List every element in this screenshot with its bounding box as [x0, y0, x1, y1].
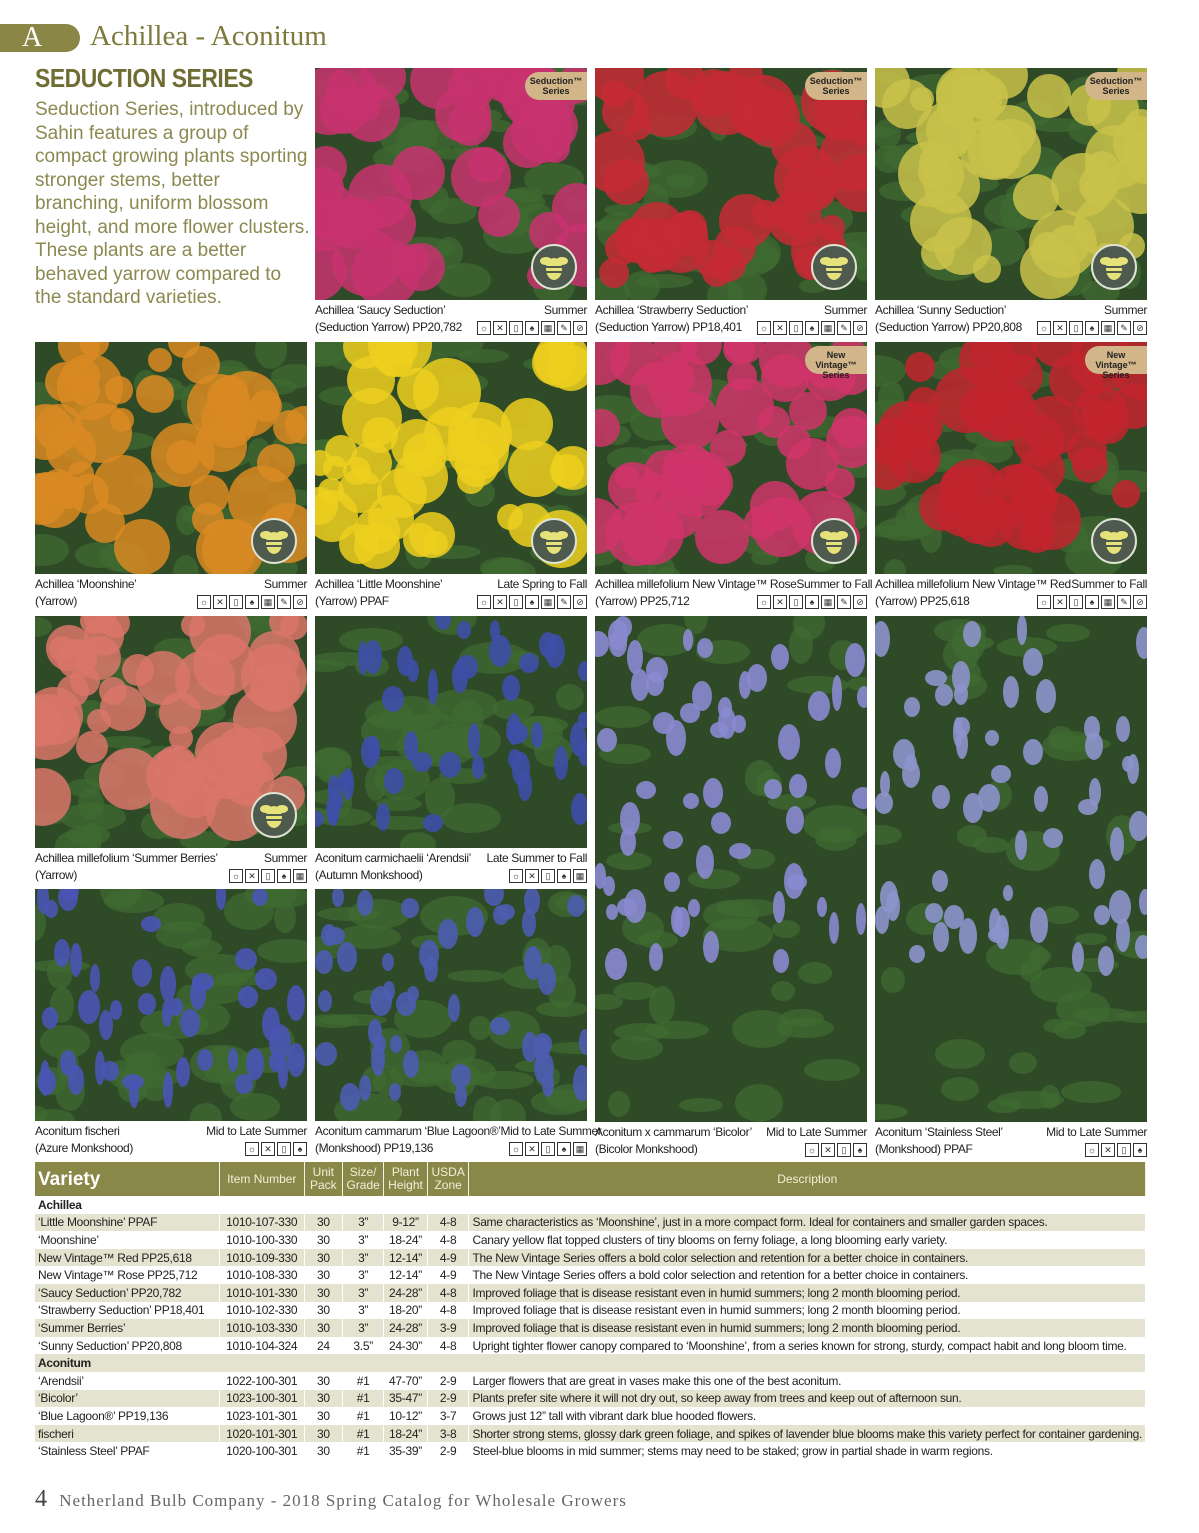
table-cell: 47-70” [384, 1372, 428, 1390]
table-row [35, 1407, 1146, 1425]
table-cell: 30 [304, 1442, 343, 1460]
pollinator-bee-icon [251, 792, 297, 838]
page-number: 4 [35, 1486, 48, 1512]
table-cell: Grows just 12” tall with vibrant dark blue hooded flowers. [469, 1407, 1146, 1425]
table-cell: ‘Arendsii’ [35, 1372, 219, 1390]
plant-common-name: (Yarrow) [35, 868, 77, 882]
attribute-icons [757, 319, 867, 336]
table-cell: #1 [343, 1425, 384, 1443]
plant-attribute-icon: ▯ [541, 869, 555, 883]
plant-attribute-icon: ▦ [573, 1142, 587, 1156]
table-group-row [35, 1354, 1146, 1372]
table-cell: 3” [343, 1266, 384, 1284]
plant-common-name: (Yarrow) PPAF [315, 594, 389, 608]
plant-common-name: (Monkshood) PP19,136 [315, 1141, 434, 1155]
plant-attribute-icon: ⊘ [1133, 595, 1147, 609]
table-cell: ‘Blue Lagoon®’ PP19,136 [35, 1407, 219, 1425]
plant-attribute-icon: ♠ [1085, 595, 1099, 609]
plant-caption [595, 302, 867, 336]
pollinator-bee-icon [251, 518, 297, 564]
bloom-season: Summer to Fall [796, 577, 873, 591]
footer-text: Netherland Bulb Company - 2018 Spring Catalog for Wholesale Growers [59, 1491, 627, 1510]
table-cell: ‘Sunny Seduction’ PP20,808 [35, 1337, 219, 1355]
table-row [35, 1372, 1146, 1390]
plant-photo [595, 616, 867, 1122]
table-cell: Upright tighter flower canopy compared to ‘Moonshine’, from a series known for strong, sturdy, compact habit and long bloom time. [469, 1337, 1146, 1355]
table-cell: 10-12” [384, 1407, 428, 1425]
plant-name: Aconitum cammarum ‘Blue Lagoon®’ [315, 1124, 501, 1138]
pollinator-bee-icon [1091, 244, 1137, 290]
table-cell: 24 [304, 1337, 343, 1355]
plant-attribute-icon: ▦ [821, 595, 835, 609]
table-cell: 4-8 [427, 1231, 469, 1249]
plant-attribute-icon: ⊘ [1133, 321, 1147, 335]
table-cell: The New Vintage Series offers a bold color selection and retention for a better choice in containers. [469, 1266, 1146, 1284]
table-cell: 1010-101-330 [219, 1284, 304, 1302]
plant-attribute-icon: ▯ [229, 595, 243, 609]
table-cell: Improved foliage that is disease resistant even in humid summers; long 2 month blooming period. [469, 1302, 1146, 1320]
plant-attribute-icon: ▯ [261, 869, 275, 883]
plant-attribute-icon: ⊘ [573, 321, 587, 335]
table-cell: 9-12” [384, 1214, 428, 1232]
section-letter: A [22, 22, 43, 53]
plant-common-name: (Yarrow) PP25,712 [595, 594, 690, 608]
table-header-row [35, 1162, 1146, 1196]
plant-attribute-icon: ☼ [477, 321, 491, 335]
table-cell: 30 [304, 1231, 343, 1249]
pollinator-bee-icon [531, 244, 577, 290]
plant-attribute-icon: ♠ [853, 1143, 867, 1157]
plant-caption [315, 1123, 602, 1157]
table-cell: 18-24” [384, 1425, 428, 1443]
table-cell: 3” [343, 1284, 384, 1302]
plant-attribute-icon: ▦ [573, 869, 587, 883]
plant-common-name: (Yarrow) PP25,618 [875, 594, 970, 608]
table-cell: 1010-104-324 [219, 1337, 304, 1355]
plant-attribute-icon: ☼ [757, 321, 771, 335]
table-cell: 3-9 [427, 1319, 469, 1337]
plant-name: Achillea millefolium ‘Summer Berries’ [35, 851, 218, 865]
table-cell: ‘Little Moonshine’ PPAF [35, 1214, 219, 1232]
attribute-icons [1085, 1141, 1147, 1158]
group-label: Aconitum [35, 1354, 1146, 1372]
attribute-icons [1037, 593, 1147, 610]
plant-attribute-icon: ☼ [509, 1142, 523, 1156]
plant-photo [875, 342, 1147, 574]
table-cell: 12-14” [384, 1249, 428, 1267]
plant-attribute-icon: ♠ [525, 321, 539, 335]
table-cell: 3” [343, 1249, 384, 1267]
table-cell: 30 [304, 1425, 343, 1443]
plant-attribute-icon: ✕ [773, 595, 787, 609]
bloom-season: Mid to Late Summer [766, 1125, 867, 1139]
plant-attribute-icon: ⊘ [573, 595, 587, 609]
plant-photo [875, 616, 1147, 1122]
footer [35, 1486, 627, 1513]
plant-caption [595, 1124, 867, 1158]
table-cell: 2-9 [427, 1442, 469, 1460]
plant-attribute-icon: ▯ [1117, 1143, 1131, 1157]
table-cell: 3” [343, 1231, 384, 1249]
plant-attribute-icon: ♠ [1133, 1143, 1147, 1157]
table-group-row [35, 1196, 1146, 1214]
plant-attribute-icon: ♠ [1085, 321, 1099, 335]
table-cell: Larger flowers that are great in vases make this one of the best aconitum. [469, 1372, 1146, 1390]
table-row [35, 1231, 1146, 1249]
table-cell: 3” [343, 1319, 384, 1337]
col-item-number: Item Number [219, 1162, 304, 1196]
plant-attribute-icon: ☼ [509, 869, 523, 883]
plant-photo [315, 616, 587, 848]
table-cell: 35-39” [384, 1442, 428, 1460]
pollinator-bee-icon [531, 518, 577, 564]
plant-name: Achillea ‘Sunny Seduction’ [875, 303, 1007, 317]
plant-name: Achillea ‘Saucy Seduction’ [315, 303, 446, 317]
table-cell: 1010-108-330 [219, 1266, 304, 1284]
col-variety: Variety [35, 1162, 219, 1196]
table-cell: 1022-100-301 [219, 1372, 304, 1390]
plant-photo [875, 68, 1147, 300]
table-cell: 30 [304, 1372, 343, 1390]
series-badge: New Vintage™ Series [1085, 346, 1147, 374]
table-cell: Steel-blue blooms in mid summer; stems may need to be staked; grow in partial shade in warm regions. [469, 1442, 1146, 1460]
pollinator-bee-icon [811, 244, 857, 290]
table-cell: 4-9 [427, 1266, 469, 1284]
attribute-icons [197, 593, 307, 610]
plant-attribute-icon: ▯ [541, 1142, 555, 1156]
attribute-icons [477, 593, 587, 610]
plant-caption [315, 850, 587, 884]
bloom-season: Summer [824, 303, 867, 317]
plant-attribute-icon: ☼ [245, 1142, 259, 1156]
plant-attribute-icon: ☼ [1037, 595, 1051, 609]
plant-attribute-icon: ▦ [541, 321, 555, 335]
plant-attribute-icon: ✕ [525, 869, 539, 883]
plant-photo [315, 342, 587, 574]
intro-text: Seduction Series, introduced by Sahin features a group of compact growing plants sporting stronger stems, better branching, uniform blossom height, and more flower clusters. These plants are a better behaved yarrow compared to the standard varieties. [35, 99, 310, 308]
table-cell: The New Vintage Series offers a bold color selection and retention for a better choice in containers. [469, 1249, 1146, 1267]
table-cell: 2-9 [427, 1372, 469, 1390]
table-cell: 3-7 [427, 1407, 469, 1425]
table-cell: fischeri [35, 1425, 219, 1443]
table-cell: 3” [343, 1214, 384, 1232]
plant-name: Achillea ‘Strawberry Seduction’ [595, 303, 749, 317]
attribute-icons [229, 867, 307, 884]
table-cell: Plants prefer site where it will not dry out, so keep away from trees and keep out of afternoon sun. [469, 1390, 1146, 1408]
plant-common-name: (Monkshood) PPAF [875, 1142, 973, 1156]
plant-attribute-icon: ✕ [773, 321, 787, 335]
page-title: Achillea - Aconitum [90, 20, 327, 52]
plant-common-name: (Bicolor Monkshood) [595, 1142, 698, 1156]
plant-name: Achillea millefolium New Vintage™ Red [875, 577, 1071, 591]
attribute-icons [509, 1140, 587, 1157]
bloom-season: Mid to Late Summer [500, 1124, 602, 1138]
plant-common-name: (Seduction Yarrow) PP20,808 [875, 320, 1022, 334]
bloom-season: Late Spring to Fall [497, 577, 587, 591]
plant-attribute-icon: ✎ [557, 321, 571, 335]
bloom-season: Summer to Fall [1071, 577, 1147, 591]
plant-attribute-icon: ▯ [789, 595, 803, 609]
plant-photo [315, 68, 587, 300]
plant-photo [35, 342, 307, 574]
col-description: Description [469, 1162, 1146, 1196]
table-row [35, 1302, 1146, 1320]
plant-caption [315, 302, 587, 336]
plant-attribute-icon: ✕ [493, 595, 507, 609]
table-cell: ‘Strawberry Seduction’ PP18,401 [35, 1302, 219, 1320]
table-cell: 35-47” [384, 1390, 428, 1408]
plant-photo [595, 342, 867, 574]
table-row [35, 1319, 1146, 1337]
table-cell: 12-14” [384, 1266, 428, 1284]
bloom-season: Late Summer to Fall [486, 851, 587, 865]
table-cell: 4-8 [427, 1337, 469, 1355]
plant-common-name: (Seduction Yarrow) PP18,401 [595, 320, 742, 334]
table-cell: 30 [304, 1249, 343, 1267]
plant-attribute-icon: ⊘ [293, 595, 307, 609]
plant-attribute-icon: ♠ [557, 1142, 571, 1156]
plant-attribute-icon: ✕ [1053, 595, 1067, 609]
plant-attribute-icon: ▯ [1069, 321, 1083, 335]
table-cell: 1023-100-301 [219, 1390, 304, 1408]
col-size-grade: Size/ Grade [343, 1162, 384, 1196]
table-row [35, 1337, 1146, 1355]
plant-common-name: (Autumn Monkshood) [315, 868, 423, 882]
table-cell: #1 [343, 1390, 384, 1408]
pollinator-bee-icon [1091, 518, 1137, 564]
table-cell: 1020-101-301 [219, 1425, 304, 1443]
table-cell: 4-8 [427, 1214, 469, 1232]
plant-attribute-icon: ▯ [509, 321, 523, 335]
plant-caption [875, 576, 1147, 610]
plant-caption [35, 1123, 307, 1157]
table-row [35, 1390, 1146, 1408]
plant-attribute-icon: ♠ [805, 321, 819, 335]
plant-common-name: (Seduction Yarrow) PP20,782 [315, 320, 462, 334]
bloom-season: Summer [544, 303, 587, 317]
plant-attribute-icon: ▦ [1101, 321, 1115, 335]
table-cell: 1010-100-330 [219, 1231, 304, 1249]
plant-attribute-icon: ▯ [1069, 595, 1083, 609]
attribute-icons [1037, 319, 1147, 336]
table-cell: 30 [304, 1284, 343, 1302]
group-label: Achillea [35, 1196, 1146, 1214]
plant-name: Achillea ‘Moonshine’ [35, 577, 137, 591]
bloom-season: Mid to Late Summer [206, 1124, 307, 1138]
table-cell: 1010-102-330 [219, 1302, 304, 1320]
plant-attribute-icon: ✕ [1101, 1143, 1115, 1157]
table-cell: 30 [304, 1266, 343, 1284]
table-cell: 1020-100-301 [219, 1442, 304, 1460]
attribute-icons [509, 867, 587, 884]
col-usda-zone: USDA Zone [427, 1162, 469, 1196]
plant-caption [35, 576, 307, 610]
plant-name: Achillea millefolium New Vintage™ Rose [595, 577, 797, 591]
bloom-season: Mid to Late Summer [1046, 1125, 1147, 1139]
plant-attribute-icon: ☼ [757, 595, 771, 609]
table-cell: Shorter strong stems, glossy dark green foliage, and spikes of lavender blue blooms make this variety perfect for container gardening. [469, 1425, 1146, 1443]
plant-attribute-icon: ✕ [213, 595, 227, 609]
table-cell: 30 [304, 1407, 343, 1425]
attribute-icons [757, 593, 867, 610]
plant-attribute-icon: ☼ [1037, 321, 1051, 335]
plant-attribute-icon: ✕ [1053, 321, 1067, 335]
table-cell: #1 [343, 1407, 384, 1425]
plant-attribute-icon: ▦ [821, 321, 835, 335]
table-cell: 2-9 [427, 1390, 469, 1408]
table-row [35, 1249, 1146, 1267]
plant-attribute-icon: ▦ [1101, 595, 1115, 609]
bloom-season: Summer [1104, 303, 1147, 317]
plant-attribute-icon: ♠ [525, 595, 539, 609]
attribute-icons [805, 1141, 867, 1158]
plant-attribute-icon: ☼ [197, 595, 211, 609]
table-cell: #1 [343, 1442, 384, 1460]
table-cell: ‘Bicolor’ [35, 1390, 219, 1408]
table-cell: 1023-101-301 [219, 1407, 304, 1425]
plant-attribute-icon: ⊘ [853, 595, 867, 609]
table-cell: Improved foliage that is disease resistant even in humid summers; long 2 month blooming period. [469, 1284, 1146, 1302]
plant-photo [35, 616, 307, 848]
plant-photo [35, 889, 307, 1121]
table-row [35, 1425, 1146, 1443]
table-cell: 24-30” [384, 1337, 428, 1355]
plant-attribute-icon: ▯ [277, 1142, 291, 1156]
plant-attribute-icon: ♠ [557, 869, 571, 883]
attribute-icons [477, 319, 587, 336]
table-cell: 30 [304, 1390, 343, 1408]
table-row [35, 1266, 1146, 1284]
table-cell: 30 [304, 1214, 343, 1232]
table-row [35, 1284, 1146, 1302]
plant-attribute-icon: ♠ [277, 869, 291, 883]
table-cell: ‘Summer Berries’ [35, 1319, 219, 1337]
plant-attribute-icon: ♠ [805, 595, 819, 609]
table-cell: 4-8 [427, 1302, 469, 1320]
table-cell: 18-20” [384, 1302, 428, 1320]
plant-attribute-icon: ☼ [229, 869, 243, 883]
table-cell: 18-24” [384, 1231, 428, 1249]
plant-caption [875, 302, 1147, 336]
plant-caption [595, 576, 873, 610]
plant-attribute-icon: ♠ [245, 595, 259, 609]
table-cell: 24-28” [384, 1284, 428, 1302]
plant-attribute-icon: ☼ [805, 1143, 819, 1157]
plant-attribute-icon: ✎ [1117, 595, 1131, 609]
plant-name: Aconitum ‘Stainless Steel’ [875, 1125, 1003, 1139]
plant-attribute-icon: ☼ [1085, 1143, 1099, 1157]
table-cell: 3” [343, 1302, 384, 1320]
series-badge: Seduction™ Series [1085, 72, 1147, 100]
table-cell: Same characteristics as ‘Moonshine’, just in a more compact form. Ideal for containers and smaller garden spaces. [469, 1214, 1146, 1232]
table-cell: Improved foliage that is disease resistant even in humid summers; long 2 month blooming period. [469, 1319, 1146, 1337]
plant-attribute-icon: ✎ [557, 595, 571, 609]
table-cell: 3.5” [343, 1337, 384, 1355]
col-plant-height: Plant Height [384, 1162, 428, 1196]
plant-common-name: (Azure Monkshood) [35, 1141, 133, 1155]
table-cell: #1 [343, 1372, 384, 1390]
plant-attribute-icon: ✎ [837, 595, 851, 609]
variety-table [35, 1162, 1146, 1460]
plant-attribute-icon: ▯ [509, 595, 523, 609]
plant-attribute-icon: ▦ [541, 595, 555, 609]
plant-attribute-icon: ✕ [493, 321, 507, 335]
plant-attribute-icon: ▯ [789, 321, 803, 335]
table-row [35, 1214, 1146, 1232]
plant-attribute-icon: ☼ [477, 595, 491, 609]
table-cell: 1010-107-330 [219, 1214, 304, 1232]
bloom-season: Summer [264, 851, 307, 865]
table-cell: ‘Stainless Steel’ PPAF [35, 1442, 219, 1460]
table-cell: 4-8 [427, 1284, 469, 1302]
col-unit-pack: Unit Pack [304, 1162, 343, 1196]
plant-attribute-icon: ✕ [261, 1142, 275, 1156]
plant-photo [595, 68, 867, 300]
plant-attribute-icon: ✎ [837, 321, 851, 335]
series-badge: Seduction™ Series [525, 72, 587, 100]
plant-name: Aconitum carmichaelii ‘Arendsii’ [315, 851, 471, 865]
plant-attribute-icon: ✕ [245, 869, 259, 883]
pollinator-bee-icon [811, 518, 857, 564]
plant-attribute-icon: ✕ [821, 1143, 835, 1157]
series-badge: New Vintage™ Series [805, 346, 867, 374]
plant-attribute-icon: ⊘ [853, 321, 867, 335]
table-cell: 24-28” [384, 1319, 428, 1337]
plant-attribute-icon: ✕ [525, 1142, 539, 1156]
plant-caption [875, 1124, 1147, 1158]
plant-caption [315, 576, 587, 610]
plant-attribute-icon: ✎ [277, 595, 291, 609]
plant-attribute-icon: ✎ [1117, 321, 1131, 335]
plant-name: Aconitum fischeri [35, 1124, 120, 1138]
table-cell: 3-8 [427, 1425, 469, 1443]
table-row [35, 1442, 1146, 1460]
table-cell: 30 [304, 1302, 343, 1320]
plant-attribute-icon: ♠ [293, 1142, 307, 1156]
table-cell: ‘Saucy Seduction’ PP20,782 [35, 1284, 219, 1302]
bloom-season: Summer [264, 577, 307, 591]
plant-name: Achillea ‘Little Moonshine’ [315, 577, 443, 591]
table-cell: New Vintage™ Rose PP25,712 [35, 1266, 219, 1284]
attribute-icons [245, 1140, 307, 1157]
table-cell: New Vintage™ Red PP25,618 [35, 1249, 219, 1267]
plant-caption [35, 850, 307, 884]
plant-attribute-icon: ▦ [261, 595, 275, 609]
plant-common-name: (Yarrow) [35, 594, 77, 608]
table-cell: Canary yellow flat topped clusters of tiny blooms on ferny foliage, a long blooming early variety. [469, 1231, 1146, 1249]
table-cell: 1010-103-330 [219, 1319, 304, 1337]
plant-name: Aconitum x cammarum ‘Bicolor’ [595, 1125, 752, 1139]
plant-photo [315, 889, 587, 1121]
plant-attribute-icon: ▯ [837, 1143, 851, 1157]
intro-title: SEDUCTION SERIES [35, 63, 253, 93]
table-cell: ‘Moonshine’ [35, 1231, 219, 1249]
plant-attribute-icon: ▦ [293, 869, 307, 883]
series-badge: Seduction™ Series [805, 72, 867, 100]
table-cell: 30 [304, 1319, 343, 1337]
table-cell: 4-9 [427, 1249, 469, 1267]
table-cell: 1010-109-330 [219, 1249, 304, 1267]
